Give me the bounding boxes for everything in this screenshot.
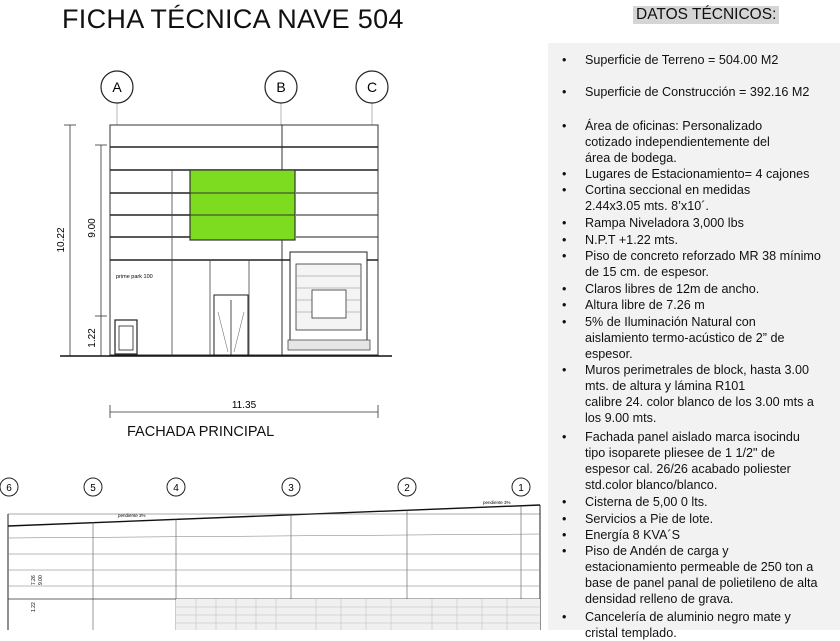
lower-dim-1: 7.26 (31, 575, 37, 585)
bullet-icon: • (562, 233, 567, 247)
svg-text:1: 1 (518, 483, 524, 494)
bullet-icon: • (562, 298, 567, 312)
bullet-icon: • (562, 249, 567, 263)
datos-tecnicos-heading: DATOS TÉCNICOS: (633, 6, 779, 24)
bullet-icon: • (562, 183, 567, 197)
axis-label-b: B (276, 79, 286, 95)
bullet-icon: • (562, 53, 567, 67)
axis-bubble-a (101, 71, 133, 103)
facade-sign: prime park 100 (116, 274, 153, 280)
bullet-icon: • (562, 610, 567, 624)
bullet-icon: • (562, 315, 567, 329)
slope-note-right: pendiente 3% (483, 500, 511, 505)
dim-total-height: 10.22 (56, 227, 67, 253)
dim-width: 11.35 (231, 400, 257, 411)
page-title: FICHA TÉCNICA NAVE 504 (62, 4, 404, 34)
office-glazing (190, 170, 295, 240)
bullet-icon: • (562, 119, 567, 133)
axis-bubble-6 (0, 478, 18, 496)
svg-text:3: 3 (288, 483, 294, 494)
axis-label-a: A (112, 79, 122, 95)
svg-text:2: 2 (404, 483, 410, 494)
bullet-icon: • (562, 167, 567, 181)
svg-text:5: 5 (90, 483, 96, 494)
bullet-icon: • (562, 512, 567, 526)
axis-bubble-c (356, 71, 388, 103)
bullet-icon: • (562, 544, 567, 558)
bullet-icon: • (562, 430, 567, 444)
svg-text:4: 4 (173, 483, 179, 494)
axis-bubble-3 (282, 478, 300, 496)
loading-dock (288, 252, 370, 350)
service-door (115, 320, 137, 354)
axis-bubble-4 (167, 478, 185, 496)
bullet-icon: • (562, 363, 567, 377)
entrance-door (214, 295, 248, 355)
slope-note-left: pendiente 3% (118, 513, 146, 518)
axis-bubble-1 (512, 478, 530, 496)
dim-base: 1.22 (87, 328, 98, 348)
bullet-icon: • (562, 282, 567, 296)
axis-bubble-b (265, 71, 297, 103)
axis-label-c: C (366, 79, 378, 95)
facade-drawing (0, 60, 400, 430)
axis-bubble-5 (84, 478, 102, 496)
dim-height: 9.00 (87, 218, 98, 238)
datos-tecnicos-panel: • Superficie de Terreno = 504.00 M2 • Superficie de Construcción = 392.16 M2 • Área de oficinas: Personalizado cotizado independientemente del área de bodega. • Lugares de Estacionamiento= 4 cajones • Cortina seccional en medidas 2.44x3.05 mts. 8’x10´. • Rampa Niveladora 3,000 lbs • N.P.T +1.22 mts. • Piso de concreto reforzado MR 38 mínimo de 15 cm. de espesor. • Claros libres de 12m de ancho. • Altura libre de 7.26 m • 5% de Iluminación Natural con aislamiento termo-acústico de 2” de espesor. • Muros perimetrales de block, hasta 3.00 mts. de altura y lámina R101 calibre 24. color blanco de los 3.00 mts a los 9.00 mts. • Fachada panel aislado marca isocindu tipo isoparete pliesee de 1 1/2" de espesor cal. 26/26 acabado poliester std.color blanco/blanco. • Cisterna de 5,00 0 lts. • Servicios a Pie de lote. • Energía 8 KVA´S • Piso de Andén de carga y estacionamiento permeable de 250 ton a base de panel panal de polietileno de alta densidad relleno de grava. • Cancelería de aluminio negro mate y cristal templado. (548, 43, 840, 630)
lower-dim-2: 9.00 (38, 575, 44, 585)
lower-dim-3: 1.22 (31, 602, 37, 612)
svg-text:6: 6 (6, 483, 12, 494)
bullet-icon: • (562, 216, 567, 230)
bullet-icon: • (562, 495, 567, 509)
bullet-icon: • (562, 85, 567, 99)
facade-label: FACHADA PRINCIPAL (127, 424, 275, 440)
axis-bubble-2 (398, 478, 416, 496)
bullet-icon: • (562, 528, 567, 542)
section-drawing (0, 470, 548, 630)
